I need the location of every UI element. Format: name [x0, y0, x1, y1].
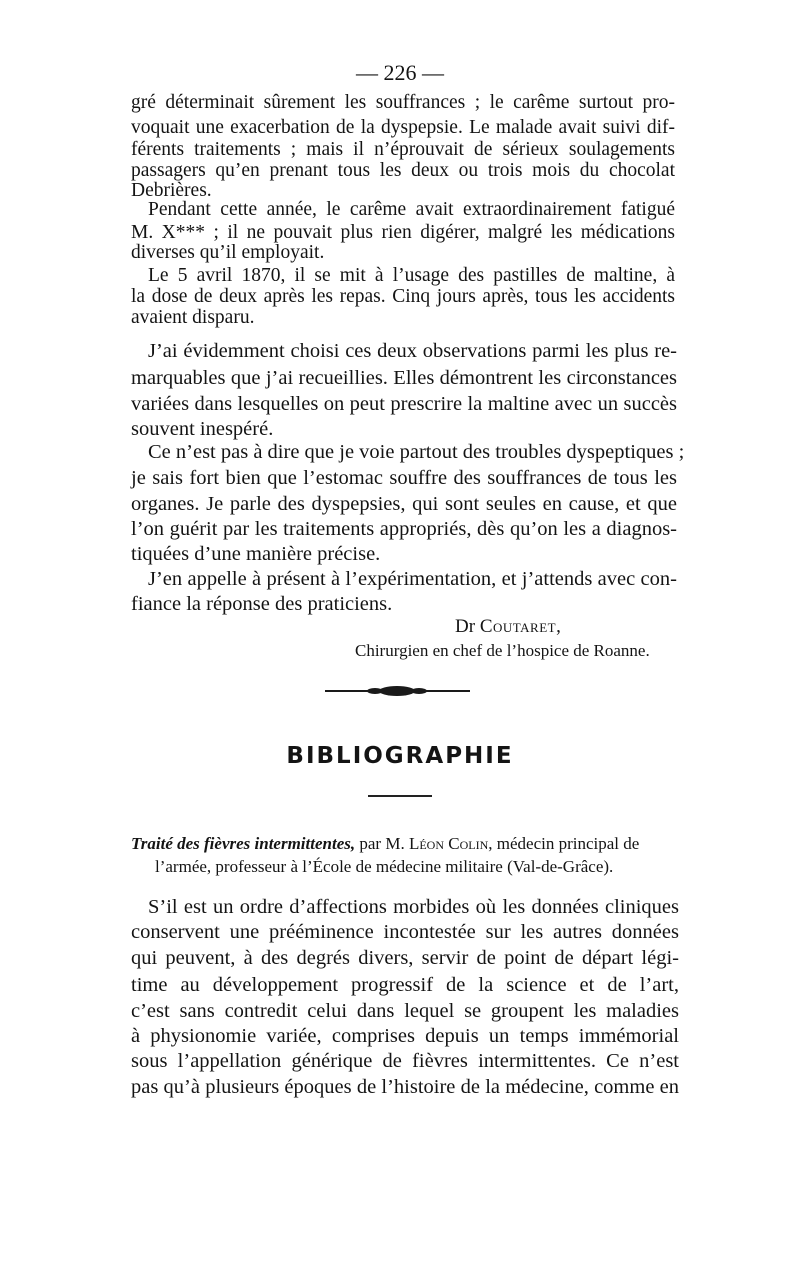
- signature-title: Chirurgien en chef de l’hospice de Roanne.: [355, 641, 650, 660]
- text-line: S’il est un ordre d’affections morbides où les données cliniques: [148, 896, 679, 918]
- text-line: avaient disparu.: [131, 307, 255, 328]
- reference-by: par M.: [355, 834, 409, 853]
- text-line: fiance la réponse des praticiens.: [131, 593, 393, 615]
- text-line: variées dans lesquelles on peut prescrire la maltine avec un succès: [131, 393, 677, 415]
- reference-rest: médecin principal de: [492, 834, 640, 853]
- text-line: sous l’appellation générique de fièvres intermittentes. Ce n’est: [131, 1050, 679, 1072]
- text-line: souvent inespéré.: [131, 418, 274, 440]
- text-line: tiquées d’une manière précise.: [131, 543, 381, 565]
- text-line: Ce n’est pas à dire que je voie partout des troubles dyspeptiques ;: [148, 441, 685, 463]
- page-number: — 226 —: [356, 60, 444, 85]
- text-line: passagers qu’en prenant tous les deux ou trois mois du chocolat: [131, 160, 675, 181]
- text-line: férents traitements ; mais il n’éprouvait de sérieux soulagements: [131, 139, 675, 160]
- text-line: Pendant cette année, le carême avait extraordinairement fatigué: [148, 199, 675, 220]
- text-line: marquables que j’ai recueillies. Elles démontrent les circonstances: [131, 367, 677, 389]
- text-line: pas qu’à plusieurs époques de l’histoire de la médecine, comme en: [131, 1076, 679, 1098]
- reference-line-1: [131, 833, 639, 855]
- text-line: time au développement progressif de la science et de l’art,: [131, 974, 679, 996]
- text-line: à physionomie variée, comprises depuis un temps immémorial: [131, 1025, 679, 1047]
- text-line: la dose de deux après les repas. Cinq jours après, tous les accidents: [131, 286, 675, 307]
- section-heading: BIBLIOGRAPHIE: [286, 743, 514, 769]
- text-line: conservent une prééminence incontestée sur les autres données: [131, 921, 679, 943]
- text-line: J’ai évidemment choisi ces deux observations parmi les plus re-: [148, 340, 677, 362]
- text-line: J’en appelle à présent à l’expérimentation, et j’attends avec con-: [148, 568, 677, 590]
- heading-rule: [368, 795, 432, 797]
- text-line: diverses qu’il employait.: [131, 242, 325, 263]
- text-line: c’est sans contredit celui dans lequel se groupent les maladies: [131, 1000, 679, 1022]
- signature-name: [455, 616, 561, 638]
- ornament-divider: [325, 684, 470, 698]
- text-line: voquait une exacerbation de la dyspepsie. Le malade avait suivi dif-: [131, 117, 675, 138]
- text-line: l’on guérit par les traitements appropriés, dès qu’on les a diagnos-: [131, 518, 677, 540]
- text-line: je sais fort bien que l’estomac souffre des souffrances de tous les: [131, 467, 677, 489]
- text-line: Debrières.: [131, 180, 212, 201]
- signature-prefix: Dr: [455, 616, 480, 637]
- text-line: M. X*** ; il ne pouvait plus rien digérer, malgré les médications: [131, 222, 675, 243]
- book-title: Traité des fièvres intermittentes,: [131, 834, 356, 853]
- signature-surname: Coutaret,: [479, 616, 562, 637]
- reference-line-2: l’armée, professeur à l’École de médecine militaire (Val-de-Grâce).: [155, 857, 614, 876]
- text-line: Le 5 avril 1870, il se mit à l’usage des pastilles de maltine, à: [148, 265, 675, 286]
- text-line: qui peuvent, à des degrés divers, servir de point de départ légi-: [131, 947, 679, 969]
- reference-author: Léon Colin,: [408, 834, 493, 853]
- text-line: gré déterminait sûrement les souffrances ; le carême surtout pro-: [131, 92, 675, 113]
- text-line: organes. Je parle des dyspepsies, qui sont seules en cause, et que: [131, 493, 677, 515]
